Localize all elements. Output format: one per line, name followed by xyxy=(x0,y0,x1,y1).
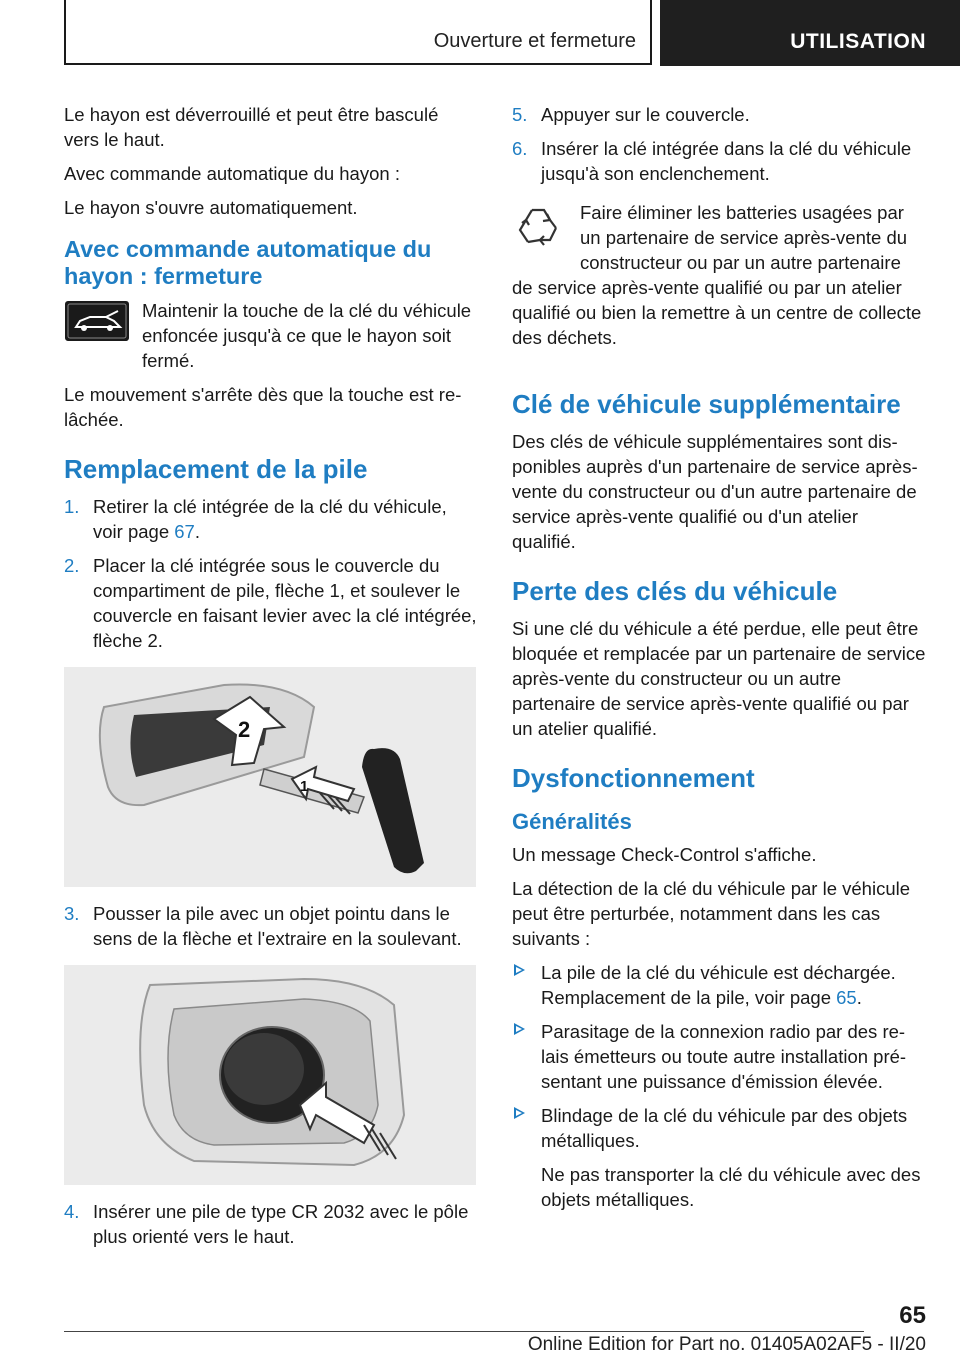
paragraph: Faire éliminer les batteries usagées par un partenaire de service après-vente du constructeur ou par un autre partenaire de service après-vente qualifié ou par un atelier qualifié ou bien la remettre à un centre de collecte des déchets. xyxy=(512,202,922,348)
paragraph: Le hayon s'ouvre automatiquement. xyxy=(64,197,358,218)
chapter-tab-label: UTILISATION xyxy=(790,30,926,53)
footer-rule xyxy=(64,1331,864,1332)
list-item: 5. Appuyer sur le couvercle. xyxy=(512,104,750,125)
paragraph: Le mouvement s'arrête dès que la touche est relâchée. xyxy=(64,384,462,430)
key-cover-illustration xyxy=(64,667,476,887)
paragraph: Des clés de véhicule supplémentaires sont disponibles auprès d'un partenaire de service après-vente du constructeur ou d'un autre partenaire de service après-vente qualifié ou d'un atelier qualifié. xyxy=(512,431,918,552)
svg-text:1: 1 xyxy=(300,778,309,795)
bullet-triangle-icon xyxy=(514,964,525,976)
paragraph: Le hayon est déverrouillé et peut être basculé vers le haut. xyxy=(64,104,439,150)
bullet-triangle-icon xyxy=(514,1107,525,1119)
recycle-icon xyxy=(512,202,564,260)
svg-text:2: 2 xyxy=(238,717,251,742)
header-rule-right xyxy=(650,0,652,64)
list-item: Parasitage de la connexion radio par des relais émetteurs ou toute autre installation présentant une puissance d'émission élevée. xyxy=(512,1019,926,1094)
bullet-triangle-icon xyxy=(514,1023,525,1035)
header-rule-left xyxy=(64,0,66,64)
header-rule-bottom xyxy=(64,63,652,65)
heading-auto-close: Avec commande automatique du hayon : fermeture xyxy=(64,236,432,289)
list-item: 4. Insérer une pile de type CR 2032 avec le pôle plus orienté vers le haut. xyxy=(64,1201,469,1247)
heading-key-loss: Perte des clés du véhicule xyxy=(512,576,838,606)
paragraph: Si une clé du véhicule a été perdue, elle peut être bloquée et remplacée par un partenaire de service après-vente du constructeur ou un autre partenaire de service après-vente qualifié ou par un atelier qualifié. xyxy=(512,618,926,739)
heading-general: Généralités xyxy=(512,809,632,834)
list-item: 6. Insérer la clé intégrée dans la clé du véhicule jusqu'à son enclenchement. xyxy=(512,138,912,184)
note-text: Ne pas transporter la clé du véhicule avec des objets métalliques. xyxy=(541,1164,921,1210)
list-item: Blindage de la clé du véhicule par des objets métalliques. Ne pas transporter la clé du véhicule avec des objets métalliques. xyxy=(512,1103,926,1212)
page-link[interactable]: 65 xyxy=(836,987,857,1008)
list-item: La pile de la clé du véhicule est déchargée. Remplacement de la pile, voir page 65. xyxy=(512,960,926,1010)
left-column xyxy=(64,102,478,1258)
page-link[interactable]: 67 xyxy=(174,521,195,542)
chapter-tab xyxy=(660,0,960,66)
paragraph: Avec commande automatique du hayon : xyxy=(64,163,400,184)
footer-edition: Online Edition for Part no. 01405A02AF5 - II/20 xyxy=(527,1334,926,1355)
paragraph: La détection de la clé du véhicule par le véhicule peut être perturbée, notamment dans les cas suivants : xyxy=(512,878,911,949)
paragraph: Maintenir la touche de la clé du véhicule enfoncée jusqu'à ce que le hayon soit fermé. xyxy=(142,300,472,371)
heading-battery-replacement: Remplacement de la pile xyxy=(64,454,368,484)
car-tailgate-icon xyxy=(64,300,130,348)
battery-removal-illustration xyxy=(64,965,476,1185)
heading-extra-key: Clé de véhicule supplémentaire xyxy=(512,389,901,419)
list-item: 1. Retirer la clé intégrée de la clé du véhicule, voir page 67. xyxy=(64,496,447,542)
list-item: 2. Placer la clé intégrée sous le couvercle du compartiment de pile, flèche 1, et soulever le couvercle en faisant levier avec la clé intégrée, flèche 2. xyxy=(64,555,477,651)
list-item: 3. Pousser la pile avec un objet pointu dans le sens de la flèche et l'extraire en la soulevant. xyxy=(64,903,462,949)
page-number: 65 xyxy=(899,1302,926,1329)
paragraph: Un message Check-Control s'affiche. xyxy=(512,844,817,865)
heading-malfunction: Dysfonctionnement xyxy=(512,763,755,793)
section-title: Ouverture et fermeture xyxy=(433,30,636,52)
right-column xyxy=(512,102,926,1221)
